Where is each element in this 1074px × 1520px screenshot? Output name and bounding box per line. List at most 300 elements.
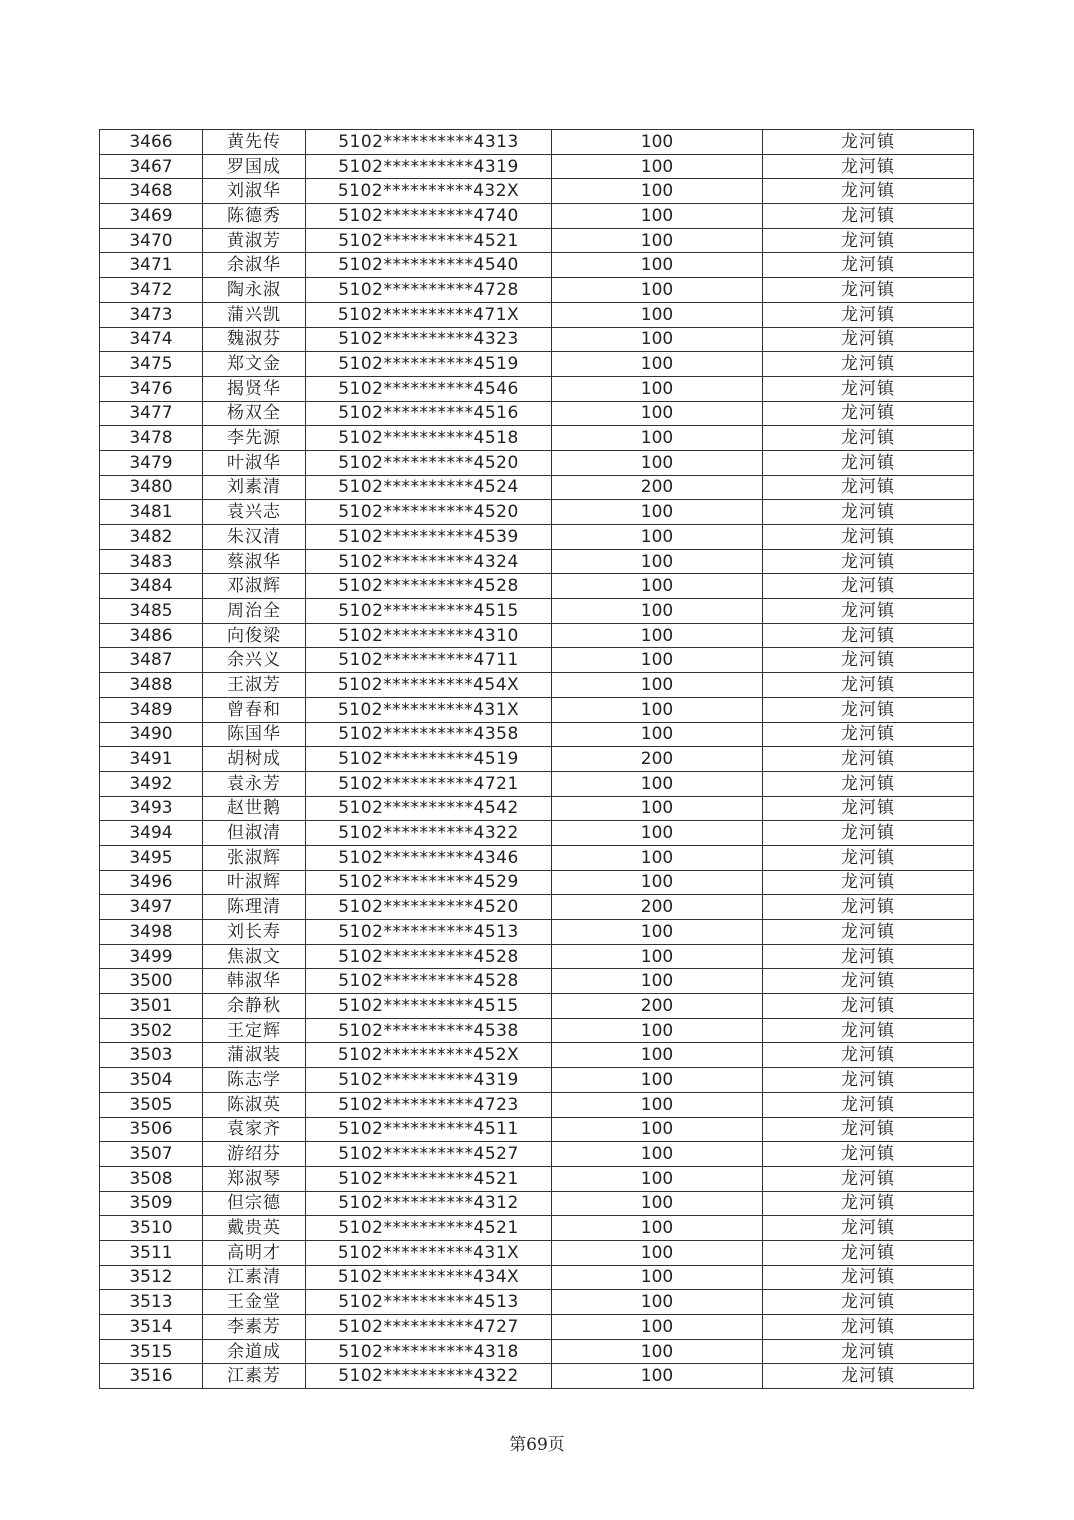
name-cell: 李素芳	[203, 1315, 306, 1340]
township-cell: 龙河镇	[763, 969, 974, 994]
id-number-cell: 5102**********4528	[306, 574, 552, 599]
row-number-cell: 3503	[100, 1043, 203, 1068]
name-cell: 余道成	[203, 1339, 306, 1364]
id-number-cell: 5102**********4520	[306, 500, 552, 525]
row-number-cell: 3509	[100, 1191, 203, 1216]
id-number-cell: 5102**********4521	[306, 1216, 552, 1241]
table-row	[100, 450, 974, 475]
roster-table	[99, 129, 974, 1389]
amount-cell: 100	[552, 278, 763, 303]
name-cell: 向俊梁	[203, 623, 306, 648]
table-row	[100, 920, 974, 945]
id-number-cell: 5102**********4524	[306, 475, 552, 500]
table-row	[100, 574, 974, 599]
row-number-cell: 3501	[100, 994, 203, 1019]
row-number-cell: 3513	[100, 1290, 203, 1315]
row-number-cell: 3481	[100, 500, 203, 525]
row-number-cell: 3516	[100, 1364, 203, 1389]
id-number-cell: 5102**********4540	[306, 253, 552, 278]
amount-cell: 100	[552, 1043, 763, 1068]
township-cell: 龙河镇	[763, 771, 974, 796]
id-number-cell: 5102**********4515	[306, 599, 552, 624]
township-cell: 龙河镇	[763, 228, 974, 253]
name-cell: 陈淑英	[203, 1092, 306, 1117]
id-number-cell: 5102**********4515	[306, 994, 552, 1019]
row-number-cell: 3505	[100, 1092, 203, 1117]
amount-cell: 100	[552, 599, 763, 624]
name-cell: 蔡淑华	[203, 549, 306, 574]
township-cell: 龙河镇	[763, 574, 974, 599]
row-number-cell: 3498	[100, 920, 203, 945]
amount-cell: 100	[552, 574, 763, 599]
table-row	[100, 302, 974, 327]
table-row	[100, 228, 974, 253]
table-row	[100, 1068, 974, 1093]
row-number-cell: 3510	[100, 1216, 203, 1241]
amount-cell: 100	[552, 549, 763, 574]
id-number-cell: 5102**********4346	[306, 845, 552, 870]
name-cell: 但淑清	[203, 821, 306, 846]
amount-cell: 100	[552, 697, 763, 722]
row-number-cell: 3491	[100, 747, 203, 772]
id-number-cell: 5102**********4322	[306, 821, 552, 846]
row-number-cell: 3476	[100, 376, 203, 401]
amount-cell: 100	[552, 821, 763, 846]
township-cell: 龙河镇	[763, 796, 974, 821]
township-cell: 龙河镇	[763, 697, 974, 722]
name-cell: 王淑芳	[203, 673, 306, 698]
table-row	[100, 747, 974, 772]
name-cell: 余静秋	[203, 994, 306, 1019]
id-number-cell: 5102**********4319	[306, 154, 552, 179]
row-number-cell: 3500	[100, 969, 203, 994]
row-number-cell: 3483	[100, 549, 203, 574]
amount-cell: 100	[552, 450, 763, 475]
row-number-cell: 3508	[100, 1166, 203, 1191]
amount-cell: 100	[552, 352, 763, 377]
row-number-cell: 3511	[100, 1240, 203, 1265]
id-number-cell: 5102**********4521	[306, 228, 552, 253]
amount-cell: 100	[552, 1315, 763, 1340]
table-row	[100, 994, 974, 1019]
row-number-cell: 3477	[100, 401, 203, 426]
row-number-cell: 3469	[100, 204, 203, 229]
township-cell: 龙河镇	[763, 623, 974, 648]
id-number-cell: 5102**********4527	[306, 1142, 552, 1167]
table-row	[100, 500, 974, 525]
amount-cell: 100	[552, 500, 763, 525]
id-number-cell: 5102**********4529	[306, 870, 552, 895]
row-number-cell: 3489	[100, 697, 203, 722]
table-row	[100, 821, 974, 846]
row-number-cell: 3506	[100, 1117, 203, 1142]
name-cell: 但宗德	[203, 1191, 306, 1216]
township-cell: 龙河镇	[763, 450, 974, 475]
name-cell: 周治全	[203, 599, 306, 624]
name-cell: 游绍芬	[203, 1142, 306, 1167]
township-cell: 龙河镇	[763, 722, 974, 747]
id-number-cell: 5102**********4513	[306, 920, 552, 945]
table-row	[100, 1191, 974, 1216]
id-number-cell: 5102**********4324	[306, 549, 552, 574]
amount-cell: 100	[552, 845, 763, 870]
id-number-cell: 5102**********4740	[306, 204, 552, 229]
table-row	[100, 722, 974, 747]
township-cell: 龙河镇	[763, 1216, 974, 1241]
table-row	[100, 771, 974, 796]
id-number-cell: 5102**********4721	[306, 771, 552, 796]
township-cell: 龙河镇	[763, 944, 974, 969]
amount-cell: 100	[552, 1240, 763, 1265]
table-row	[100, 130, 974, 155]
id-number-cell: 5102**********4521	[306, 1166, 552, 1191]
id-number-cell: 5102**********452X	[306, 1043, 552, 1068]
id-number-cell: 5102**********4542	[306, 796, 552, 821]
row-number-cell: 3472	[100, 278, 203, 303]
row-number-cell: 3478	[100, 426, 203, 451]
township-cell: 龙河镇	[763, 673, 974, 698]
amount-cell: 200	[552, 895, 763, 920]
row-number-cell: 3512	[100, 1265, 203, 1290]
amount-cell: 100	[552, 327, 763, 352]
table-row	[100, 426, 974, 451]
table-row	[100, 376, 974, 401]
township-cell: 龙河镇	[763, 1043, 974, 1068]
name-cell: 陈理清	[203, 895, 306, 920]
row-number-cell: 3470	[100, 228, 203, 253]
name-cell: 张淑辉	[203, 845, 306, 870]
name-cell: 蒲淑装	[203, 1043, 306, 1068]
amount-cell: 100	[552, 1092, 763, 1117]
township-cell: 龙河镇	[763, 154, 974, 179]
township-cell: 龙河镇	[763, 1364, 974, 1389]
amount-cell: 100	[552, 796, 763, 821]
township-cell: 龙河镇	[763, 1166, 974, 1191]
table-row	[100, 1216, 974, 1241]
row-number-cell: 3466	[100, 130, 203, 155]
id-number-cell: 5102**********431X	[306, 1240, 552, 1265]
table-row	[100, 944, 974, 969]
id-number-cell: 5102**********4519	[306, 747, 552, 772]
table-row	[100, 154, 974, 179]
row-number-cell: 3504	[100, 1068, 203, 1093]
table-row	[100, 1117, 974, 1142]
id-number-cell: 5102**********4727	[306, 1315, 552, 1340]
name-cell: 刘长寿	[203, 920, 306, 945]
table-row	[100, 796, 974, 821]
name-cell: 江素清	[203, 1265, 306, 1290]
name-cell: 袁家齐	[203, 1117, 306, 1142]
name-cell: 赵世鹅	[203, 796, 306, 821]
name-cell: 韩淑华	[203, 969, 306, 994]
amount-cell: 100	[552, 1117, 763, 1142]
table-row	[100, 1142, 974, 1167]
id-number-cell: 5102**********4358	[306, 722, 552, 747]
township-cell: 龙河镇	[763, 1142, 974, 1167]
row-number-cell: 3486	[100, 623, 203, 648]
name-cell: 袁永芳	[203, 771, 306, 796]
township-cell: 龙河镇	[763, 525, 974, 550]
id-number-cell: 5102**********4519	[306, 352, 552, 377]
name-cell: 陈志学	[203, 1068, 306, 1093]
name-cell: 余淑华	[203, 253, 306, 278]
township-cell: 龙河镇	[763, 1265, 974, 1290]
amount-cell: 100	[552, 302, 763, 327]
id-number-cell: 5102**********4516	[306, 401, 552, 426]
amount-cell: 100	[552, 1290, 763, 1315]
township-cell: 龙河镇	[763, 549, 974, 574]
township-cell: 龙河镇	[763, 376, 974, 401]
row-number-cell: 3482	[100, 525, 203, 550]
name-cell: 黄先传	[203, 130, 306, 155]
amount-cell: 100	[552, 525, 763, 550]
table-row	[100, 475, 974, 500]
amount-cell: 100	[552, 179, 763, 204]
id-number-cell: 5102**********4528	[306, 944, 552, 969]
table-row	[100, 870, 974, 895]
id-number-cell: 5102**********4728	[306, 278, 552, 303]
row-number-cell: 3493	[100, 796, 203, 821]
row-number-cell: 3475	[100, 352, 203, 377]
row-number-cell: 3499	[100, 944, 203, 969]
township-cell: 龙河镇	[763, 1240, 974, 1265]
township-cell: 龙河镇	[763, 747, 974, 772]
township-cell: 龙河镇	[763, 1290, 974, 1315]
township-cell: 龙河镇	[763, 302, 974, 327]
name-cell: 胡树成	[203, 747, 306, 772]
township-cell: 龙河镇	[763, 1339, 974, 1364]
township-cell: 龙河镇	[763, 130, 974, 155]
amount-cell: 100	[552, 204, 763, 229]
id-number-cell: 5102**********454X	[306, 673, 552, 698]
name-cell: 李先源	[203, 426, 306, 451]
name-cell: 王定辉	[203, 1018, 306, 1043]
table-row	[100, 1265, 974, 1290]
table-row	[100, 253, 974, 278]
amount-cell: 100	[552, 154, 763, 179]
table-row	[100, 1018, 974, 1043]
row-number-cell: 3514	[100, 1315, 203, 1340]
table-row	[100, 525, 974, 550]
amount-cell: 100	[552, 1265, 763, 1290]
table-row	[100, 327, 974, 352]
table-row	[100, 204, 974, 229]
amount-cell: 100	[552, 426, 763, 451]
table-row	[100, 697, 974, 722]
amount-cell: 100	[552, 1166, 763, 1191]
id-number-cell: 5102**********434X	[306, 1265, 552, 1290]
amount-cell: 100	[552, 1364, 763, 1389]
township-cell: 龙河镇	[763, 1092, 974, 1117]
name-cell: 揭贤华	[203, 376, 306, 401]
row-number-cell: 3480	[100, 475, 203, 500]
township-cell: 龙河镇	[763, 327, 974, 352]
table-row	[100, 969, 974, 994]
name-cell: 魏淑芬	[203, 327, 306, 352]
name-cell: 江素芳	[203, 1364, 306, 1389]
table-row	[100, 648, 974, 673]
township-cell: 龙河镇	[763, 401, 974, 426]
name-cell: 高明才	[203, 1240, 306, 1265]
row-number-cell: 3502	[100, 1018, 203, 1043]
amount-cell: 100	[552, 1068, 763, 1093]
amount-cell: 200	[552, 747, 763, 772]
name-cell: 焦淑文	[203, 944, 306, 969]
name-cell: 罗国成	[203, 154, 306, 179]
page-number: 第69页	[509, 1435, 565, 1455]
amount-cell: 100	[552, 920, 763, 945]
id-number-cell: 5102**********4520	[306, 450, 552, 475]
amount-cell: 100	[552, 648, 763, 673]
name-cell: 曾春和	[203, 697, 306, 722]
table-row	[100, 179, 974, 204]
id-number-cell: 5102**********4312	[306, 1191, 552, 1216]
id-number-cell: 5102**********4322	[306, 1364, 552, 1389]
amount-cell: 200	[552, 475, 763, 500]
table-row	[100, 1315, 974, 1340]
id-number-cell: 5102**********4546	[306, 376, 552, 401]
id-number-cell: 5102**********4520	[306, 895, 552, 920]
name-cell: 陈国华	[203, 722, 306, 747]
name-cell: 陈德秀	[203, 204, 306, 229]
row-number-cell: 3471	[100, 253, 203, 278]
township-cell: 龙河镇	[763, 870, 974, 895]
amount-cell: 100	[552, 944, 763, 969]
name-cell: 余兴义	[203, 648, 306, 673]
id-number-cell: 5102**********471X	[306, 302, 552, 327]
id-number-cell: 5102**********4310	[306, 623, 552, 648]
amount-cell: 100	[552, 673, 763, 698]
table-row	[100, 623, 974, 648]
amount-cell: 100	[552, 1018, 763, 1043]
name-cell: 王金堂	[203, 1290, 306, 1315]
name-cell: 朱汉清	[203, 525, 306, 550]
township-cell: 龙河镇	[763, 1018, 974, 1043]
id-number-cell: 5102**********4313	[306, 130, 552, 155]
township-cell: 龙河镇	[763, 920, 974, 945]
township-cell: 龙河镇	[763, 253, 974, 278]
table-row	[100, 1092, 974, 1117]
name-cell: 蒲兴凯	[203, 302, 306, 327]
row-number-cell: 3494	[100, 821, 203, 846]
id-number-cell: 5102**********4511	[306, 1117, 552, 1142]
amount-cell: 100	[552, 130, 763, 155]
row-number-cell: 3485	[100, 599, 203, 624]
id-number-cell: 5102**********4518	[306, 426, 552, 451]
amount-cell: 100	[552, 401, 763, 426]
row-number-cell: 3497	[100, 895, 203, 920]
township-cell: 龙河镇	[763, 1191, 974, 1216]
name-cell: 郑淑琴	[203, 1166, 306, 1191]
amount-cell: 100	[552, 1216, 763, 1241]
table-row	[100, 673, 974, 698]
table-row	[100, 401, 974, 426]
township-cell: 龙河镇	[763, 821, 974, 846]
id-number-cell: 5102**********4528	[306, 969, 552, 994]
id-number-cell: 5102**********4513	[306, 1290, 552, 1315]
name-cell: 戴贵英	[203, 1216, 306, 1241]
row-number-cell: 3492	[100, 771, 203, 796]
name-cell: 刘淑华	[203, 179, 306, 204]
row-number-cell: 3484	[100, 574, 203, 599]
table-row	[100, 599, 974, 624]
amount-cell: 100	[552, 623, 763, 648]
row-number-cell: 3490	[100, 722, 203, 747]
township-cell: 龙河镇	[763, 648, 974, 673]
township-cell: 龙河镇	[763, 1315, 974, 1340]
table-row	[100, 895, 974, 920]
id-number-cell: 5102**********431X	[306, 697, 552, 722]
row-number-cell: 3487	[100, 648, 203, 673]
amount-cell: 100	[552, 969, 763, 994]
id-number-cell: 5102**********4711	[306, 648, 552, 673]
id-number-cell: 5102**********4323	[306, 327, 552, 352]
id-number-cell: 5102**********432X	[306, 179, 552, 204]
row-number-cell: 3474	[100, 327, 203, 352]
township-cell: 龙河镇	[763, 179, 974, 204]
row-number-cell: 3488	[100, 673, 203, 698]
name-cell: 袁兴志	[203, 500, 306, 525]
row-number-cell: 3495	[100, 845, 203, 870]
name-cell: 邓淑辉	[203, 574, 306, 599]
amount-cell: 100	[552, 722, 763, 747]
township-cell: 龙河镇	[763, 1117, 974, 1142]
table-row	[100, 549, 974, 574]
row-number-cell: 3515	[100, 1339, 203, 1364]
table-row	[100, 1240, 974, 1265]
row-number-cell: 3496	[100, 870, 203, 895]
amount-cell: 100	[552, 771, 763, 796]
amount-cell: 100	[552, 1142, 763, 1167]
township-cell: 龙河镇	[763, 352, 974, 377]
township-cell: 龙河镇	[763, 500, 974, 525]
name-cell: 郑文金	[203, 352, 306, 377]
row-number-cell: 3479	[100, 450, 203, 475]
township-cell: 龙河镇	[763, 599, 974, 624]
name-cell: 杨双全	[203, 401, 306, 426]
amount-cell: 100	[552, 870, 763, 895]
table-row	[100, 1290, 974, 1315]
amount-cell: 100	[552, 228, 763, 253]
row-number-cell: 3467	[100, 154, 203, 179]
name-cell: 陶永淑	[203, 278, 306, 303]
table-row	[100, 278, 974, 303]
row-number-cell: 3473	[100, 302, 203, 327]
table-row	[100, 1043, 974, 1068]
name-cell: 叶淑辉	[203, 870, 306, 895]
table-row	[100, 352, 974, 377]
row-number-cell: 3468	[100, 179, 203, 204]
table-row	[100, 1166, 974, 1191]
amount-cell: 100	[552, 1191, 763, 1216]
amount-cell: 100	[552, 1339, 763, 1364]
id-number-cell: 5102**********4318	[306, 1339, 552, 1364]
name-cell: 叶淑华	[203, 450, 306, 475]
township-cell: 龙河镇	[763, 845, 974, 870]
roster-table-body	[100, 130, 974, 1389]
amount-cell: 200	[552, 994, 763, 1019]
id-number-cell: 5102**********4723	[306, 1092, 552, 1117]
table-row	[100, 1339, 974, 1364]
id-number-cell: 5102**********4538	[306, 1018, 552, 1043]
township-cell: 龙河镇	[763, 426, 974, 451]
township-cell: 龙河镇	[763, 278, 974, 303]
name-cell: 黄淑芳	[203, 228, 306, 253]
id-number-cell: 5102**********4539	[306, 525, 552, 550]
table-row	[100, 845, 974, 870]
name-cell: 刘素清	[203, 475, 306, 500]
amount-cell: 100	[552, 253, 763, 278]
